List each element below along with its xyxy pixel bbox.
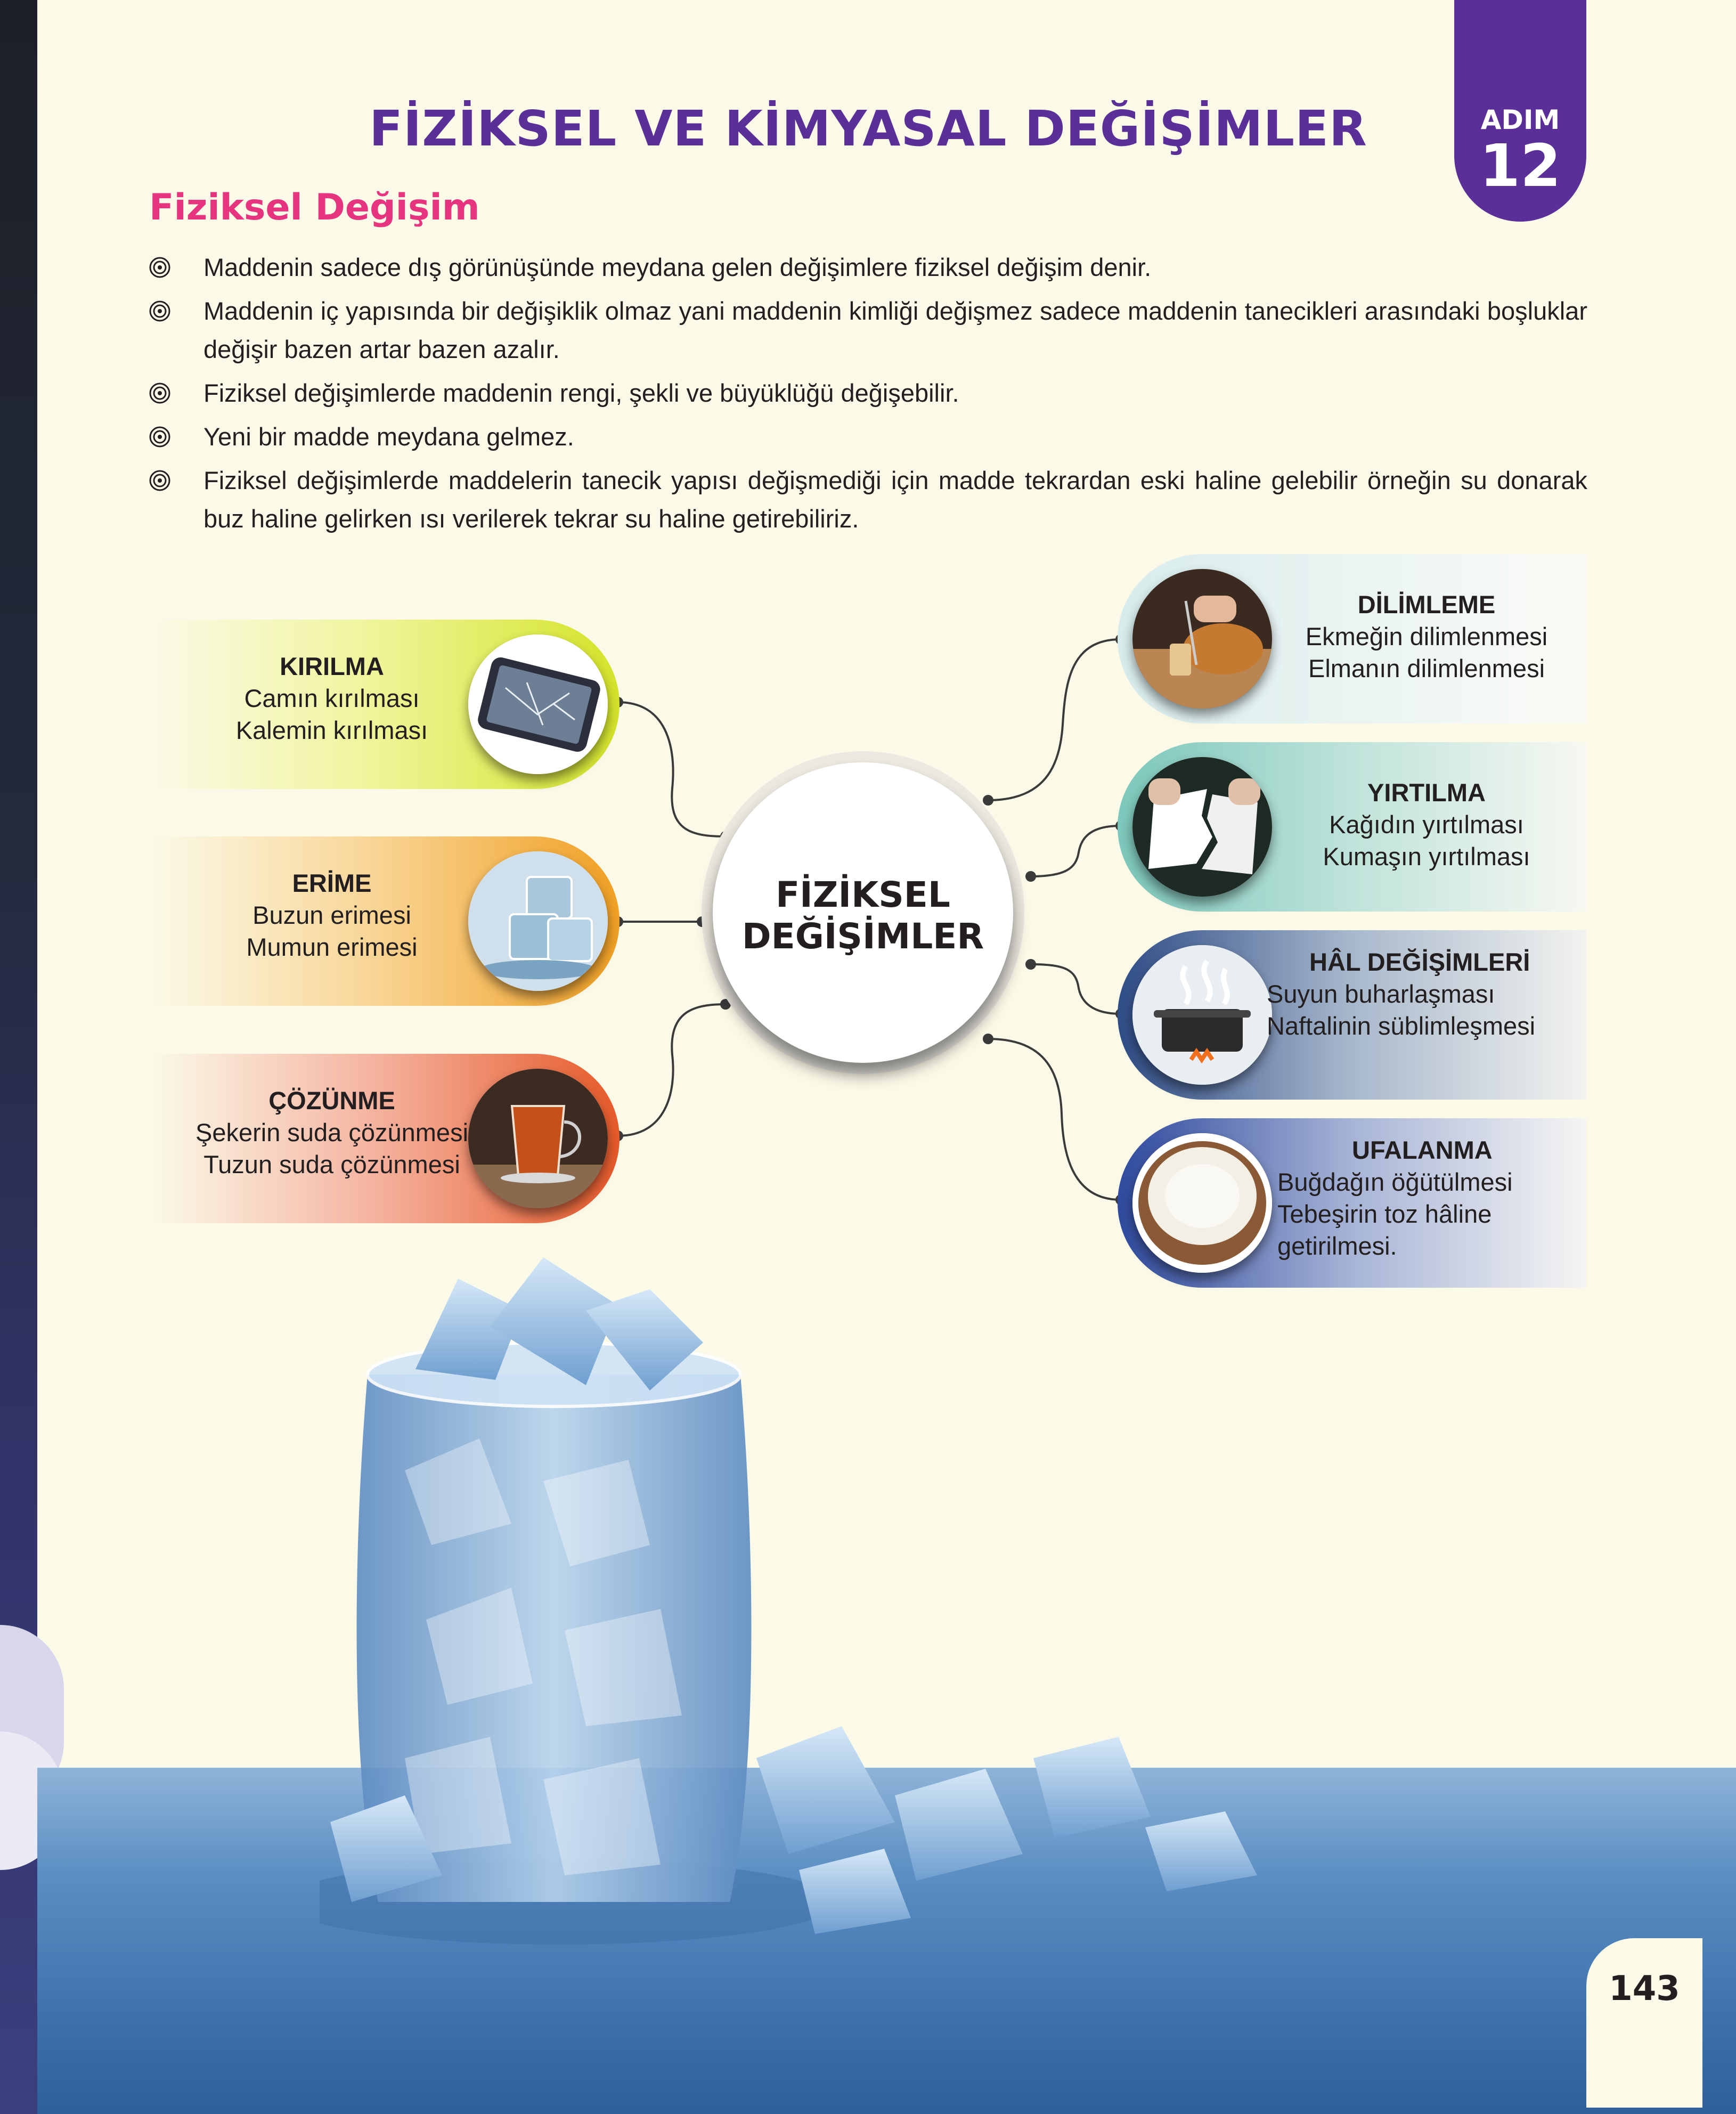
card-line: Mumun erimesi — [246, 933, 418, 961]
card-line: Elmanın dilimlenmesi — [1308, 654, 1545, 682]
card-line: Buzun erimesi — [252, 901, 411, 929]
center-node — [713, 762, 1013, 1063]
card-cozunme — [151, 1054, 620, 1223]
bullet-text: Yeni bir madde meydana gelmez. — [203, 422, 574, 451]
card-line: Kumaşın yırtılması — [1323, 842, 1530, 871]
page-title: FİZİKSEL VE KİMYASAL DEĞİŞİMLER — [369, 100, 1367, 157]
card-line: Kağıdın yırtılması — [1329, 810, 1524, 839]
tea-glass-icon — [468, 1069, 608, 1208]
card-yirtilma — [1118, 742, 1586, 912]
card-line: Ekmeğin dilimlenmesi — [1305, 622, 1548, 651]
card-line: Naftalinin süblimleşmesi — [1267, 1012, 1536, 1040]
card-line: Kalemin kırılması — [235, 716, 428, 744]
card-title: YIRTILMA — [1367, 778, 1486, 807]
card-line: Buğdağın öğütülmesi — [1277, 1168, 1513, 1196]
card-line: getirilmesi. — [1277, 1232, 1397, 1260]
card-kirilma — [151, 620, 620, 789]
card-line: Şekerin suda çözünmesi — [195, 1118, 469, 1147]
section-subtitle: Fiziksel Değişim — [149, 186, 480, 229]
bullet-text: Maddenin iç yapısında bir değişiklik olmaz yani maddenin kimliği değişmez sadece maddenin tanecikleri arasındaki boşluklar değişir bazen artar bazen azalır. — [203, 297, 1587, 363]
card-erime — [151, 836, 620, 1006]
page-number: 143 — [1609, 1969, 1680, 2009]
card-line: Tuzun suda çözünmesi — [203, 1150, 460, 1178]
card-title: DİLİMLEME — [1357, 590, 1496, 619]
card-title: ÇÖZÜNME — [268, 1086, 395, 1115]
card-hal-degisimleri — [1118, 930, 1586, 1100]
card-line: Suyun buharlaşması — [1267, 980, 1495, 1008]
broken-phone-icon — [468, 635, 608, 774]
ice-glass-illustration — [320, 1247, 1278, 1982]
paper-tearing-icon — [1132, 757, 1272, 897]
bullet-text: Fiziksel değişimlerde maddenin rengi, şekli ve büyüklüğü değişebilir. — [203, 379, 959, 407]
card-title: KIRILMA — [280, 652, 384, 680]
bullet-text: Maddenin sadece dış görünüşünde meydana gelen değişimlere fiziksel değişim denir. — [203, 253, 1152, 281]
card-line: Camın kırılması — [244, 684, 420, 712]
page-number-tab — [1586, 1938, 1702, 2108]
bullet-text: Fiziksel değişimlerde maddelerin tanecik yapısı değişmediği için madde tekrardan eski haline gelebilir örneğin su donarak buz haline gelirken ısı verilerek tekrar su haline getirebiliriz. — [203, 466, 1587, 533]
card-dilimleme — [1118, 554, 1586, 723]
card-title: HÂL DEĞİŞİMLERİ — [1309, 948, 1530, 976]
step-label: ADIM — [1480, 104, 1560, 135]
bread-slicing-icon — [1132, 569, 1272, 709]
center-label-line: DEĞİŞİMLER — [741, 916, 984, 957]
card-title: ERİME — [292, 869, 372, 897]
card-line: Tebeşirin toz hâline — [1277, 1200, 1492, 1228]
ice-cubes-icon — [468, 851, 608, 991]
boiling-pot-icon — [1132, 945, 1272, 1085]
card-title: UFALANMA — [1352, 1136, 1493, 1164]
step-number: 12 — [1479, 132, 1561, 200]
center-label-line: FİZİKSEL — [776, 874, 950, 915]
